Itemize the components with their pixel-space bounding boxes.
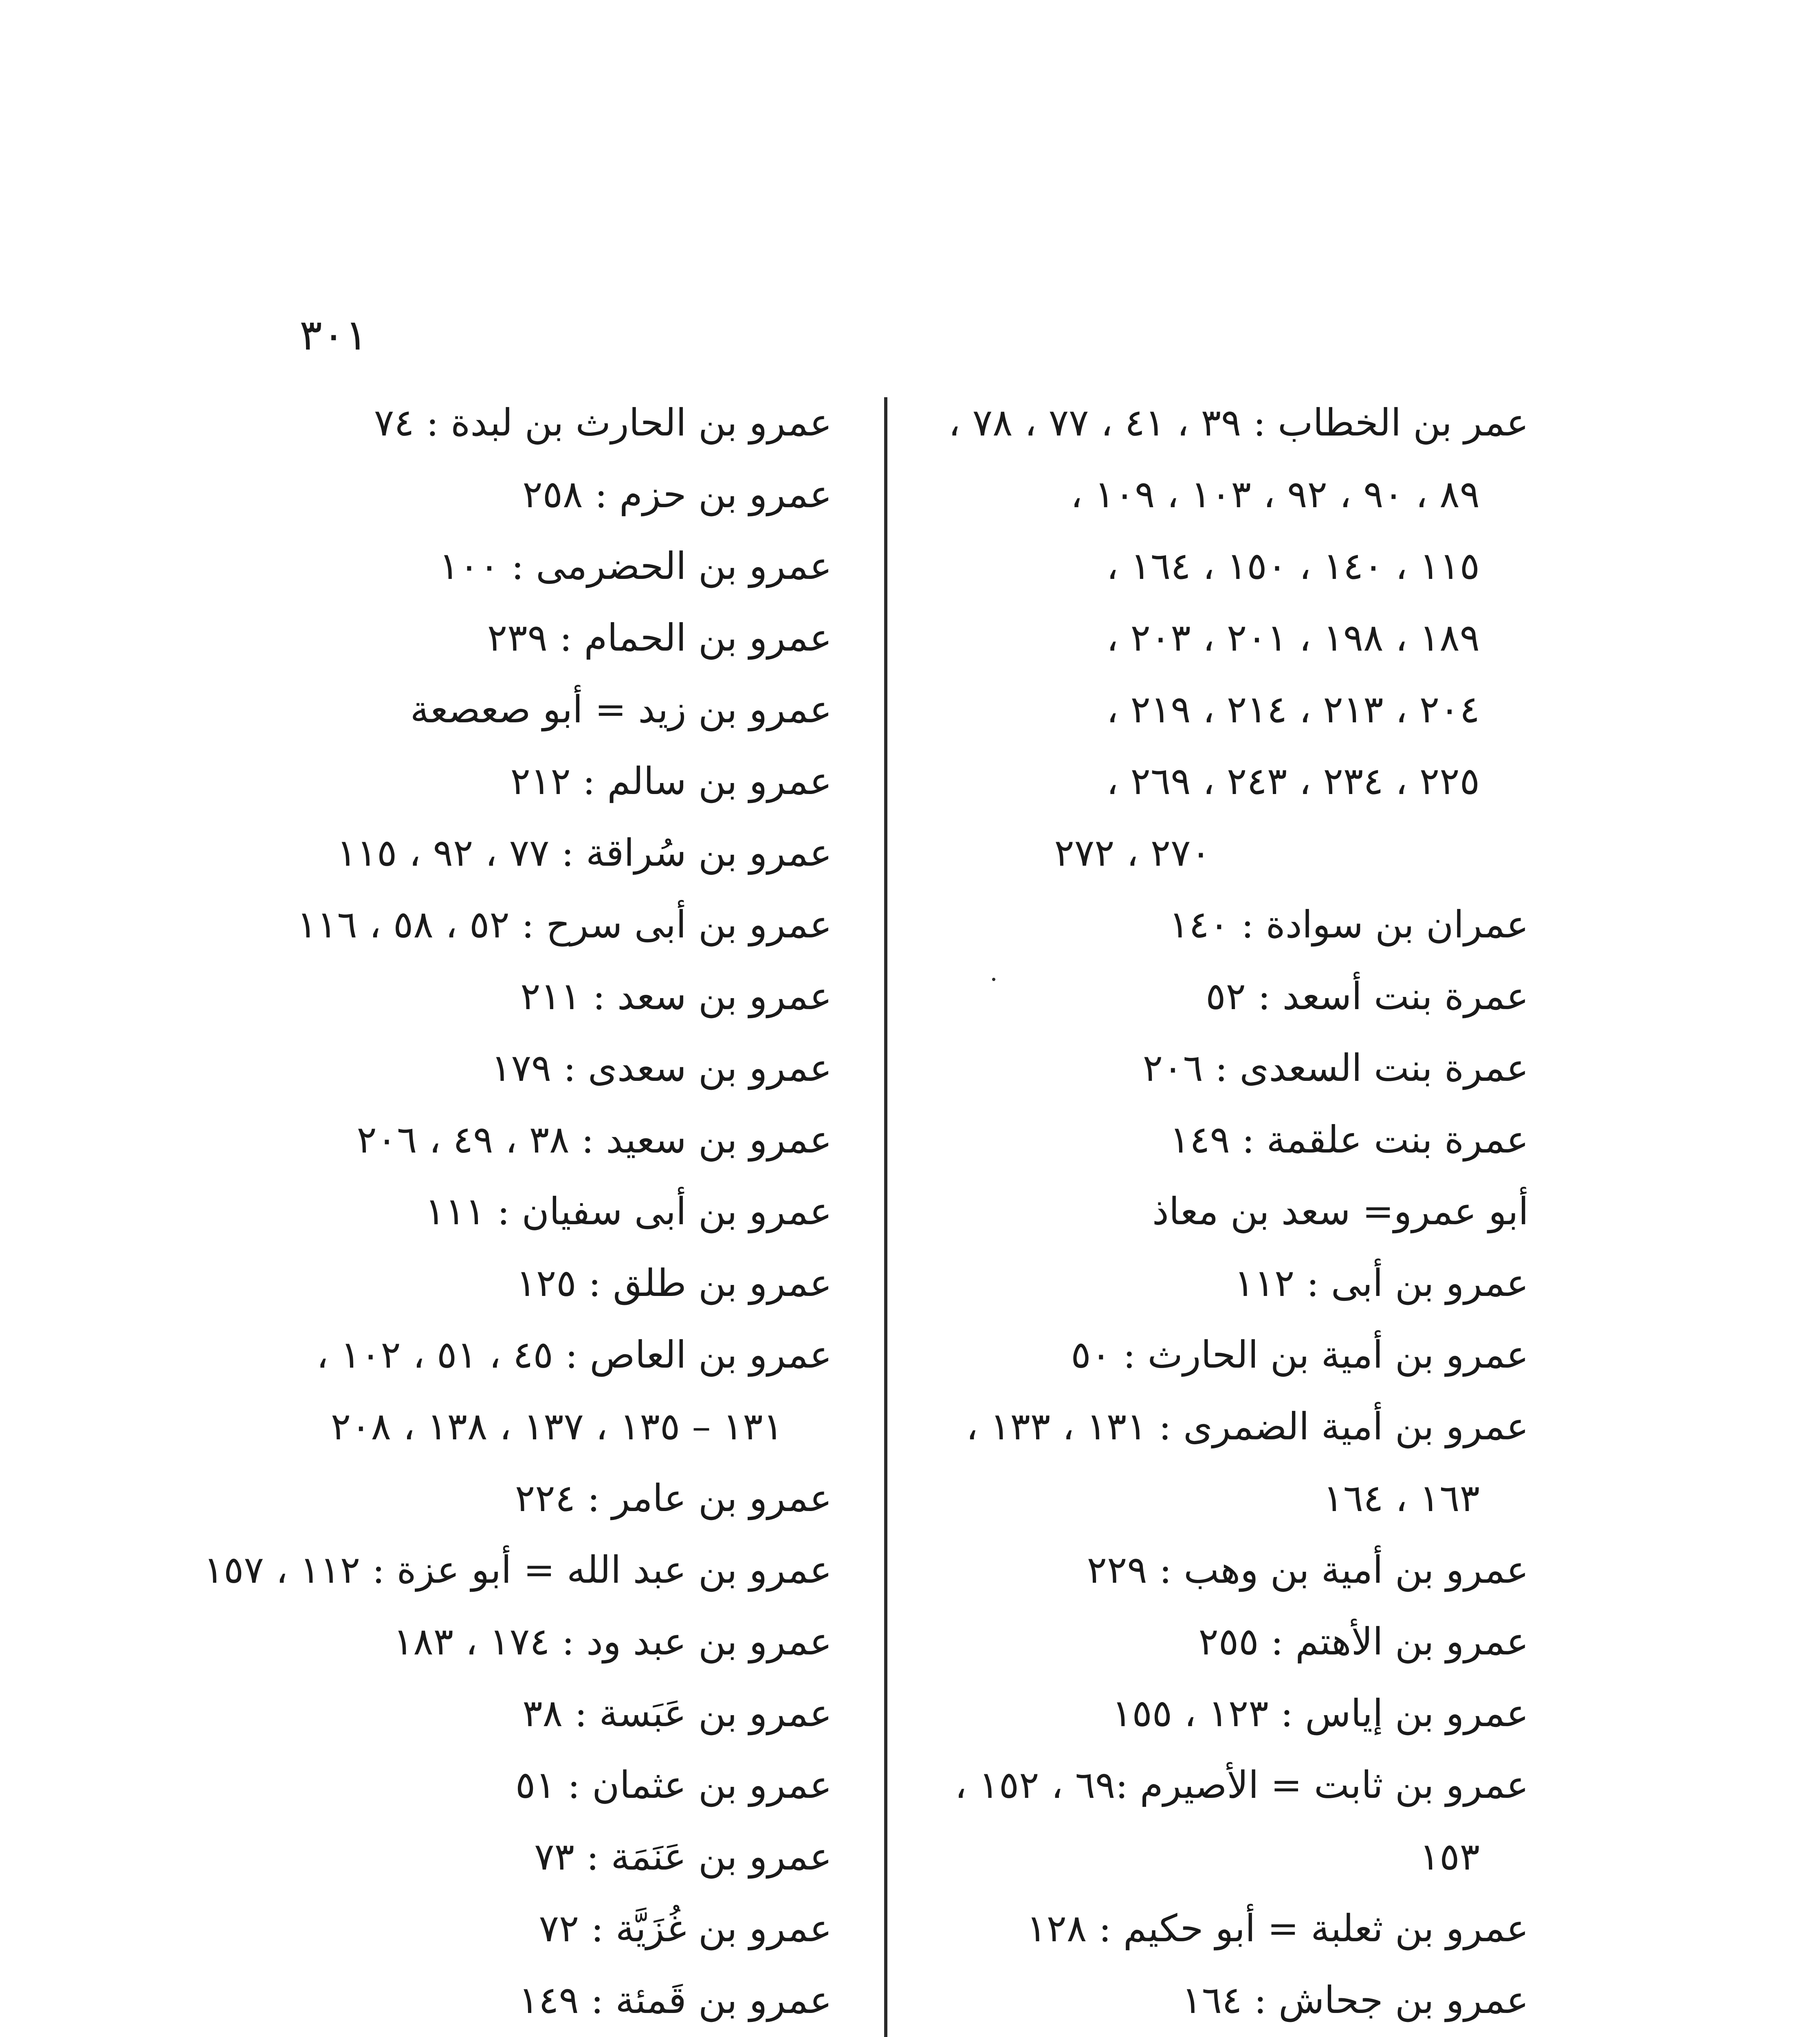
index-entry: عمرو بن إياس : ١٢٣ ، ١٥٥	[1111, 1692, 1529, 1735]
index-entry-continuation: ٨٩ ، ٩٠ ، ٩٢ ، ١٠٣ ، ١٠٩ ،	[1070, 473, 1480, 516]
index-entry: عمرو بن سعد : ٢١١	[520, 975, 832, 1018]
index-entry: عمرو بن الأهتم : ٢٥٥	[1198, 1620, 1529, 1663]
index-entry: عمرو بن سعيد : ٣٨ ، ٤٩ ، ٢٠٦	[357, 1118, 832, 1161]
index-entry: عمرو بن أبى : ١١٢	[1234, 1261, 1529, 1305]
index-entry: عمرو بن جحاش : ١٦٤	[1182, 1978, 1529, 2022]
column-divider	[884, 397, 887, 2037]
index-entry: عمرو بن أبى سرح : ٥٢ ، ٥٨ ، ١١٦	[297, 903, 832, 946]
index-entry-continuation: ٢٢٥ ، ٢٣٤ ، ٢٤٣ ، ٢٦٩ ،	[1106, 759, 1480, 803]
index-entry-continuation: ٢٠٤ ، ٢١٣ ، ٢١٤ ، ٢١٩ ،	[1106, 688, 1480, 731]
index-entry: عمرو بن حزم : ٢٥٨	[522, 473, 832, 516]
index-entry: عمرو بن قَمئة : ١٤٩	[518, 1978, 832, 2022]
index-entry: عمرو بن الحارث بن لبدة : ٧٤	[374, 401, 832, 444]
index-entry: عمرو بن عبد ود : ١٧٤ ، ١٨٣	[393, 1620, 832, 1663]
index-entry: عمرو بن أمية الضمرى : ١٣١ ، ١٣٣ ،	[966, 1405, 1529, 1448]
index-entry: عمرو بن زيد = أبو صعصعة	[410, 688, 832, 731]
index-entry-continuation: ١٨٩ ، ١٩٨ ، ٢٠١ ، ٢٠٣ ،	[1106, 616, 1480, 660]
index-entry: أبو عمرو= سعد بن معاذ	[1152, 1190, 1529, 1233]
index-entry: عمرو بن عَبَسة : ٣٨	[522, 1692, 832, 1735]
index-entry-continuation: ١٥٣	[1419, 1835, 1480, 1879]
index-entry: عمرو بن سُراقة : ٧٧ ، ٩٢ ، ١١٥	[337, 831, 832, 875]
index-entry-continuation: ١١٥ ، ١٤٠ ، ١٥٠ ، ١٦٤ ،	[1106, 544, 1480, 588]
page-number: ٣٠١	[299, 310, 368, 360]
index-entry: عمرو بن عامر : ٢٢٤	[515, 1476, 832, 1520]
index-entry: عمرو بن الحمام : ٢٣٩	[487, 616, 832, 660]
index-entry: عمر بن الخطاب : ٣٩ ، ٤١ ، ٧٧ ، ٧٨ ،	[948, 401, 1529, 444]
index-entry: عمرو بن ثعلبة = أبو حكيم : ١٢٨	[1026, 1907, 1529, 1950]
index-entry-continuation: ١٣١ – ١٣٥ ، ١٣٧ ، ١٣٨ ، ٢٠٨	[330, 1405, 783, 1448]
index-entry: عمرو بن عبد الله = أبو عزة : ١١٢ ، ١٥٧	[203, 1548, 832, 1592]
index-column-right	[897, 387, 1529, 2037]
index-entry-continuation: ١٦٣ ، ١٦٤	[1323, 1476, 1480, 1520]
index-entry: عمرو بن ثابت = الأصيرم :٦٩ ، ١٥٢ ،	[955, 1763, 1529, 1807]
index-entry: عمرو بن غُزَيَّة : ٧٢	[539, 1907, 832, 1950]
index-entry-continuation: ٢٧٠ ، ٢٧٢	[1054, 831, 1211, 875]
index-entry: عمرة بنت السعدى : ٢٠٦	[1142, 1046, 1529, 1090]
index-entry: عمرو بن سعدى : ١٧٩	[491, 1046, 832, 1090]
index-entry: عمرو بن أمية بن وهب : ٢٢٩	[1087, 1548, 1529, 1592]
index-entry: عمرو بن طلق : ١٢٥	[516, 1261, 832, 1305]
index-entry: عمرو بن سالم : ٢١٢	[510, 759, 832, 803]
index-entry: عمرو بن عَنَمَة : ٧٣	[534, 1835, 832, 1879]
index-entry: عمرة بنت أسعد : ٥٢	[1206, 975, 1529, 1018]
index-entry: عمرو بن أبى سفيان : ١١١	[425, 1190, 832, 1233]
index-entry: عمرو بن العاص : ٤٥ ، ٥١ ، ١٠٢ ،	[316, 1333, 832, 1377]
index-entry: عمرو بن أمية بن الحارث : ٥٠	[1071, 1333, 1529, 1377]
index-entry: عمران بن سوادة : ١٤٠	[1169, 903, 1529, 946]
index-entry: عمرو بن عثمان : ٥١	[515, 1763, 832, 1807]
stray-ink-mark	[992, 978, 995, 981]
index-entry: عمرو بن الحضرمى : ١٠٠	[439, 544, 832, 588]
index-column-left	[139, 387, 832, 2037]
index-entry: عمرة بنت علقمة : ١٤٩	[1169, 1118, 1529, 1161]
